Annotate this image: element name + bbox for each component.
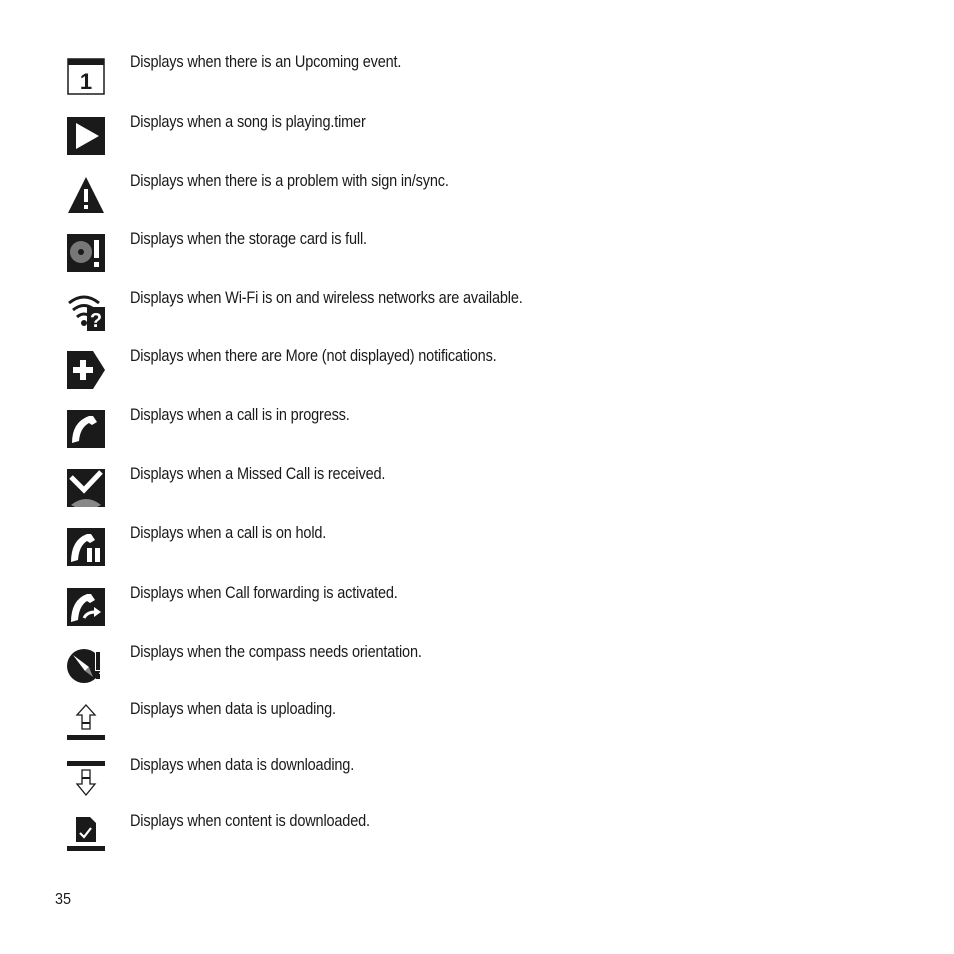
status-icon-row	[0, 113, 954, 173]
status-icon-row	[0, 289, 954, 349]
status-icon-description: Displays when the compass needs orientation.	[130, 643, 422, 661]
status-icon-row	[0, 812, 954, 872]
status-icon-description: Displays when data is downloading.	[130, 756, 355, 774]
status-icon-description: Displays when there is an Upcoming event.	[130, 53, 402, 71]
status-icon-row	[0, 230, 954, 290]
call-in-progress-icon	[67, 410, 105, 448]
status-icon-description: Displays when a song is playing.timer	[130, 113, 366, 131]
status-icon-row	[0, 406, 954, 466]
status-icon-row	[0, 524, 954, 584]
status-icon-row	[0, 172, 954, 232]
status-icon-description: Displays when there is a problem with sign in/sync.	[130, 172, 449, 190]
status-icon-row	[0, 584, 954, 644]
music-playing-icon	[67, 117, 105, 155]
page-number: 35	[55, 891, 72, 908]
content-downloaded-icon	[67, 816, 105, 854]
status-icon-row	[0, 53, 954, 113]
storage-card-full-icon	[67, 234, 105, 272]
status-icon-description: Displays when there are More (not displayed) notifications.	[130, 347, 497, 365]
missed-call-icon	[67, 469, 105, 507]
calendar-upcoming-event-icon	[67, 57, 105, 95]
status-icon-description: Displays when the storage card is full.	[130, 230, 367, 248]
status-icon-row	[0, 643, 954, 703]
compass-orientation-icon	[67, 647, 105, 685]
status-icon-description: Displays when data is uploading.	[130, 700, 336, 718]
status-icon-description: Displays when a call is on hold.	[130, 524, 327, 542]
call-on-hold-icon	[67, 528, 105, 566]
status-icon-description: Displays when content is downloaded.	[130, 812, 370, 830]
svg-text:1: 1	[79, 69, 93, 94]
status-icon-description: Displays when Call forwarding is activated.	[130, 584, 398, 602]
status-icon-row	[0, 465, 954, 525]
data-downloading-icon	[67, 760, 105, 798]
sync-warning-icon	[67, 176, 105, 214]
status-icon-row	[0, 347, 954, 407]
more-notifications-icon	[67, 351, 105, 389]
status-icon-description: Displays when Wi-Fi is on and wireless networks are available.	[130, 289, 523, 307]
svg-text:?: ?	[89, 310, 103, 331]
status-icon-description: Displays when a Missed Call is received.	[130, 465, 386, 483]
wifi-networks-available-icon	[67, 293, 105, 331]
call-forwarding-icon	[67, 588, 105, 626]
status-icon-description: Displays when a call is in progress.	[130, 406, 350, 424]
status-icon-row	[0, 700, 954, 760]
data-uploading-icon	[67, 704, 105, 742]
status-icon-row	[0, 756, 954, 816]
